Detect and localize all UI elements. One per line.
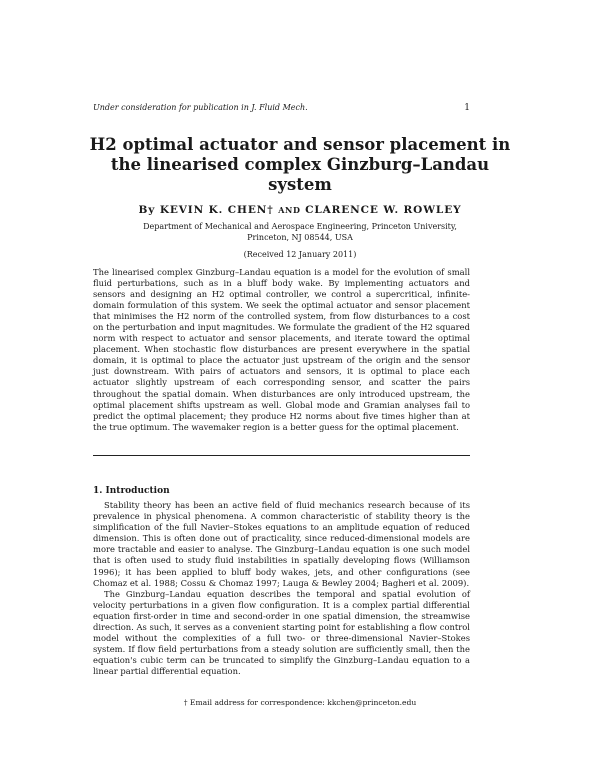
abstract: The linearised complex Ginzburg–Landau equation is a model for the evolution of small fluid perturbations, such as in a bluff body wake. By implementing actuators and sensors and designing an H2 optimal controller, we control a supercritical, infinite-domain formulation of this system. We seek the optimal actuator and sensor placement that minimises the H2 norm of the controlled system, from flow disturbances to a cost on the perturbation and input magnitudes. We formulate the gradient of the H2 squared norm with respect to actuator and sensor placements, and iterate toward the optimal placement. When stochastic flow disturbances are present everywhere in the spatial domain, it is optimal to place the actuator just upstream of the origin and the sensor just downstream. With pairs of actuators and sensors, it is optimal to place each actuator slightly upstream of each corresponding sensor, and scatter the pairs throughout the spatial domain. When disturbances are only introduced upstream, the optimal placement shifts upstream as well. Global mode and Gramian analyses fail to predict the optimal placement; they produce H2 norms about five times higher than at the true optimum. The wavemaker region is a better guess for the optimal placement. xyxy=(93,267,470,432)
received-date: (Received 12 January 2011) xyxy=(243,250,357,259)
paper-title: H2 optimal actuator and sensor placement in the linearised complex Ginzburg–Landau system xyxy=(89,135,511,194)
page-number: 1 xyxy=(464,103,470,113)
paragraph: Stability theory has been an active field of fluid mechanics research because of its prevalence in physical phenomena. A common characteristic of stability theory is the simplification of the full Navier–Stokes equations to an amplitude equation of reduced dimension. This is often done out of practicality, since reduced-dimensional models are more tractable and easier to analyse. The Ginzburg–Landau equation is one such model that is often used to study fluid instabilities in spatially developing flows (Williamson 1996); it has been applied to bluff body wakes, jets, and other configurations (see Chomaz et al. 1988; Cossu & Chomaz 1997; Lauga & Bewley 2004; Bagheri et al. 2009). xyxy=(93,500,470,588)
author-line xyxy=(80,204,520,216)
journal-note: Under consideration for publication in J. Fluid Mech. xyxy=(93,103,308,112)
running-head xyxy=(93,103,470,113)
affiliation: Department of Mechanical and Aerospace Engineering, Princeton University, Princeton, NJ 08544, USA xyxy=(143,222,457,242)
and-label: AND xyxy=(278,205,301,215)
author-chen: KEVIN K. CHEN† xyxy=(159,204,274,216)
section-heading: 1. Introduction xyxy=(93,486,170,496)
footnote: † Email address for correspondence: kkchen@princeton.edu xyxy=(183,698,417,707)
introduction-body xyxy=(93,500,470,678)
paragraph: The Ginzburg–Landau equation describes the temporal and spatial evolution of velocity perturbations in a given flow configuration. It is a complex partial differential equation first-order in time and second-order in one spatial dimension, the streamwise direction. As such, it serves as a convenient starting point for establishing a flow control model without the complexities of a full two- or three-dimensional Navier–Stokes system. If flow field perturbations from a steady solution are sufficiently small, then the equation's cubic term can be truncated to simplify the Ginzburg–Landau equation to a linear partial differential equation. xyxy=(93,588,470,677)
author-rowley: CLARENCE W. ROWLEY xyxy=(305,204,462,216)
divider-rule xyxy=(93,455,470,456)
by-label: By xyxy=(138,204,156,216)
